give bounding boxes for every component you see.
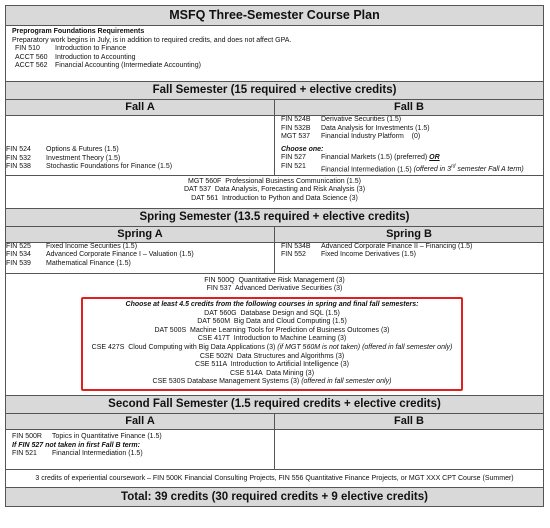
second-fall-semester-heading: Second Fall Semester (1.5 required credits + elective credits) bbox=[6, 396, 544, 414]
list-item: FIN 524B Derivative Securities (1.5) bbox=[281, 116, 402, 123]
spring-semester-heading: Spring Semester (13.5 required + elective credits) bbox=[6, 208, 544, 226]
course-plan-document bbox=[5, 5, 543, 507]
spring-a-courses bbox=[6, 242, 275, 273]
total-credits: Total: 39 credits (30 required credits + 9 elective credits) bbox=[6, 488, 544, 507]
list-item: FIN 500R Topics in Quantitative Finance (1.5) bbox=[12, 433, 162, 441]
fall-a-courses bbox=[6, 116, 275, 176]
list-item: FIN 552 Fixed Income Derivatives (1.5) bbox=[281, 251, 416, 259]
list-item: FIN 525 Fixed Income Securities (1.5) bbox=[6, 242, 138, 250]
list-item: FIN 532 Investment Theory (1.5) bbox=[6, 154, 121, 162]
list-item: CSE 427S Cloud Computing with Big Data Applications (3) (if MGT 560M is not taken) (offered in fall semester only) bbox=[91, 344, 453, 352]
list-item: FIN 500Q Quantitative Risk Management (3) bbox=[204, 276, 345, 284]
list-item: DAT 561 Introduction to Python and Data Science (3) bbox=[191, 195, 358, 203]
list-item: FIN 521 Financial Intermediation (1.5) bbox=[12, 450, 143, 458]
spring-b-courses bbox=[275, 242, 544, 273]
list-item: FIN 534B Advanced Corporate Finance II – Financing (1.5) bbox=[281, 242, 473, 250]
list-item: ACCT 560 Introduction to Accounting bbox=[15, 53, 136, 61]
elective-heading: Choose at least 4.5 credits from the following courses in spring and final fall semesters: bbox=[125, 301, 419, 309]
or-label: OR bbox=[429, 154, 440, 162]
list-item: FIN 524 Options & Futures (1.5) bbox=[6, 146, 119, 153]
list-item: FIN 527 Financial Markets (1.5) (preferred) OR bbox=[281, 154, 440, 162]
list-item: FIN 539 Mathematical Finance (1.5) bbox=[6, 260, 131, 268]
list-item: FIN 521 Financial Intermediation (1.5) (offered in 3rd semester Fall A term) bbox=[281, 162, 524, 174]
list-item: FIN 537 Advanced Derivative Securities (3) bbox=[206, 285, 343, 293]
list-item: DAT 560M Big Data and Cloud Computing (1.5) bbox=[197, 318, 347, 326]
preprogram-section bbox=[6, 26, 544, 82]
fall-shared-courses bbox=[6, 175, 544, 208]
spring-a-heading: Spring A bbox=[6, 226, 275, 242]
document-title: MSFQ Three-Semester Course Plan bbox=[6, 6, 544, 26]
list-item: DAT 500S Machine Learning Tools for Prediction of Business Outcomes (3) bbox=[154, 326, 390, 334]
choose-one-label: Choose one: bbox=[281, 145, 324, 153]
fall-b-courses bbox=[275, 116, 544, 176]
list-item: DAT 560G Database Design and SQL (1.5) bbox=[204, 309, 340, 317]
second-fall-a-courses bbox=[6, 430, 275, 470]
spring-shared-courses bbox=[6, 273, 544, 395]
second-fall-a-heading: Fall A bbox=[6, 414, 275, 430]
list-item: FIN 538 Stochastic Foundations for Finance (1.5) bbox=[6, 163, 173, 171]
list-item: CSE 514A Data Mining (3) bbox=[229, 369, 315, 377]
preprogram-heading: Preprogram Foundations Requirements bbox=[12, 28, 145, 35]
elective-options-box bbox=[81, 297, 463, 391]
list-item: CSE 502N Data Structures and Algorithms (3) bbox=[199, 352, 345, 360]
condition-note: If FIN 527 not taken in first Fall B term: bbox=[12, 441, 140, 449]
second-fall-b-courses bbox=[275, 430, 544, 470]
fall-b-heading: Fall B bbox=[275, 100, 544, 116]
list-item: ACCT 562 Financial Accounting (Intermediate Accounting) bbox=[15, 62, 201, 70]
list-item: FIN 532B Data Analysis for Investments (1.5) bbox=[281, 124, 430, 132]
preprogram-note: Preparatory work begins in July, is in addition to required credits, and does not affect GPA. bbox=[12, 36, 292, 44]
list-item: CSE 511A Introduction to Artificial Intelligence (3) bbox=[195, 361, 349, 369]
fall-a-heading: Fall A bbox=[6, 100, 275, 116]
list-item: FIN 534 Advanced Corporate Finance I – Valuation (1.5) bbox=[6, 251, 194, 259]
fall-semester-heading: Fall Semester (15 required + elective credits) bbox=[6, 82, 544, 100]
second-fall-b-heading: Fall B bbox=[275, 414, 544, 430]
list-item: DAT 537 Data Analysis, Forecasting and Risk Analysis (3) bbox=[183, 186, 366, 194]
list-item: CSE 417T Introduction to Machine Learning (3) bbox=[197, 335, 347, 343]
list-item: MGT 560F Professional Business Communication (1.5) bbox=[188, 177, 361, 185]
experiential-note: 3 credits of experiential coursework – FIN 500K Financial Consulting Projects, FIN 556 Quantitative Finance Projects, or MGT XXX CPT Course (Summer) bbox=[6, 470, 544, 488]
list-item: MGT 537 Financial Industry Platform (0) bbox=[281, 133, 421, 141]
course-plan-table bbox=[5, 5, 544, 507]
list-item: CSE 530S Database Management Systems (3) (offered in fall semester only) bbox=[152, 378, 392, 386]
spring-b-heading: Spring B bbox=[275, 226, 544, 242]
list-item: FIN 510 Introduction to Finance bbox=[15, 45, 127, 53]
